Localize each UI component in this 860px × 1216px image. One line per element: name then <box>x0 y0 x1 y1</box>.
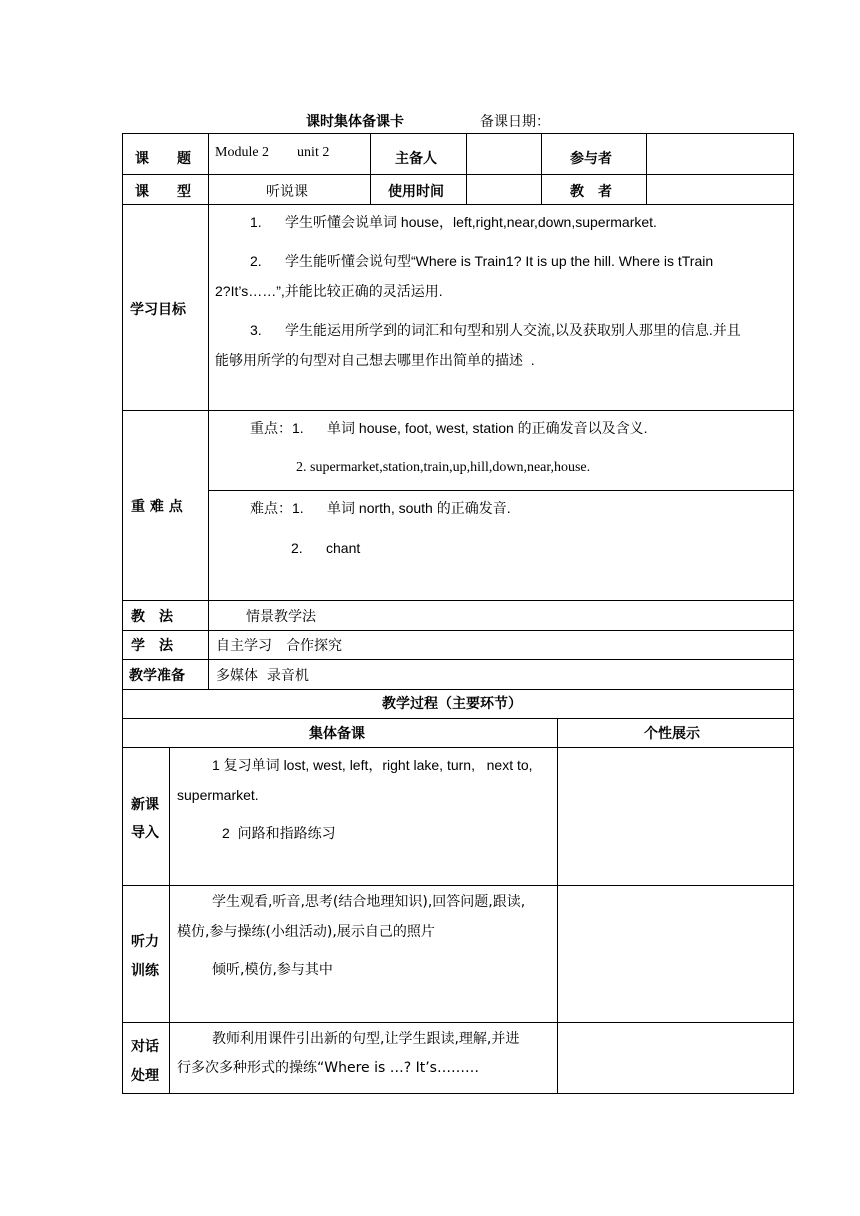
preparation-label: 教学准备 <box>129 668 185 684</box>
card-title: 课时集体备课卡 <box>306 114 404 130</box>
rule <box>122 885 794 886</box>
learn-method-value: 自主学习 合作探究 <box>216 638 342 654</box>
preparation-value: 多媒体 录音机 <box>216 668 309 684</box>
rule <box>122 133 123 1094</box>
topic-label: 课 题 <box>135 151 191 167</box>
rule <box>541 133 542 204</box>
section-text: 倾听,模仿,参与其中 <box>212 962 333 978</box>
rule <box>122 659 794 660</box>
personal-display-header: 个性展示 <box>644 726 700 742</box>
rule <box>122 747 794 748</box>
rule <box>208 490 794 491</box>
teach-method-value: 情景教学法 <box>246 609 316 625</box>
rule <box>122 689 794 690</box>
section-text: 学生观看,听音,思考(结合地理知识),回答问题,跟读, <box>212 894 526 910</box>
rule <box>122 1093 794 1094</box>
section-label: 对话 <box>131 1039 159 1055</box>
key-points-label: 重 难 点 <box>131 499 183 515</box>
objectives-label: 学习目标 <box>130 302 186 318</box>
learn-method-label: 学 法 <box>131 638 173 654</box>
section-text: 1 复习单词 lost, west, left，right lake, turn, next to, <box>212 757 533 773</box>
section-text: supermarket. <box>177 787 259 803</box>
section-text: 教师利用课件引出新的句型,让学生跟读,理解,并进 <box>212 1031 520 1047</box>
objective-3-line1: 3. 学生能运用所学到的词汇和句型和别人交流,以及获取别人那里的信息.并且 <box>250 322 741 338</box>
rule <box>122 600 794 601</box>
rule <box>122 718 794 719</box>
rule <box>466 133 467 204</box>
type-value: 听说课 <box>266 184 308 200</box>
section-label: 新课 <box>131 797 159 813</box>
section-label: 处理 <box>131 1068 159 1084</box>
objective-2-line2: 2?It’s……”,并能比较正确的灵活运用. <box>215 283 443 299</box>
rule <box>208 133 209 689</box>
host-label: 主备人 <box>395 151 437 167</box>
section-label: 训练 <box>131 963 159 979</box>
time-label: 使用时间 <box>388 184 444 200</box>
rule <box>122 410 794 411</box>
rule <box>122 1022 794 1023</box>
rule <box>122 133 794 134</box>
rule <box>557 718 558 1093</box>
group-prep-header: 集体备课 <box>309 726 365 742</box>
section-text: 行多次多种形式的操练“Where is …? It’s……… <box>177 1060 479 1076</box>
difficult-point-2: 2. chant <box>291 540 361 556</box>
date-label: 备课日期： <box>480 114 550 130</box>
section-text: 模仿,参与操练(小组活动),展示自己的照片 <box>177 924 435 940</box>
participants-label: 参与者 <box>570 151 612 167</box>
teacher-label: 教 者 <box>570 184 612 200</box>
topic-value: Module 2 unit 2 <box>215 145 330 160</box>
type-label: 课 型 <box>135 184 191 200</box>
rule <box>646 133 647 204</box>
rule <box>370 133 371 204</box>
process-title: 教学过程（主要环节） <box>382 696 522 712</box>
key-point-2: 2. supermarket,station,train,up,hill,down,near,house. <box>296 460 591 475</box>
section-label: 导入 <box>131 825 159 841</box>
objective-2-line1: 2. 学生能听懂会说句型“Where is Train1? It is up the hill. Where is tTrain <box>250 253 714 269</box>
rule <box>122 630 794 631</box>
section-text: 2 问路和指路练习 <box>222 825 336 841</box>
difficult-point-1: 难点：1. 单词 north, south 的正确发音. <box>250 500 511 516</box>
key-point-1: 重点：1. 单词 house, foot, west, station 的正确发音以及含义. <box>250 420 648 436</box>
rule <box>122 174 794 175</box>
teach-method-label: 教 法 <box>131 609 173 625</box>
rule <box>122 204 794 205</box>
objective-3-line2: 能够用所学的句型对自己想去哪里作出简单的描述 . <box>215 352 535 368</box>
rule <box>169 747 170 1093</box>
rule <box>793 133 794 1094</box>
objective-1: 1. 学生听懂会说单词 house，left,right,near,down,supermarket. <box>250 214 657 230</box>
section-label: 听力 <box>131 934 159 950</box>
